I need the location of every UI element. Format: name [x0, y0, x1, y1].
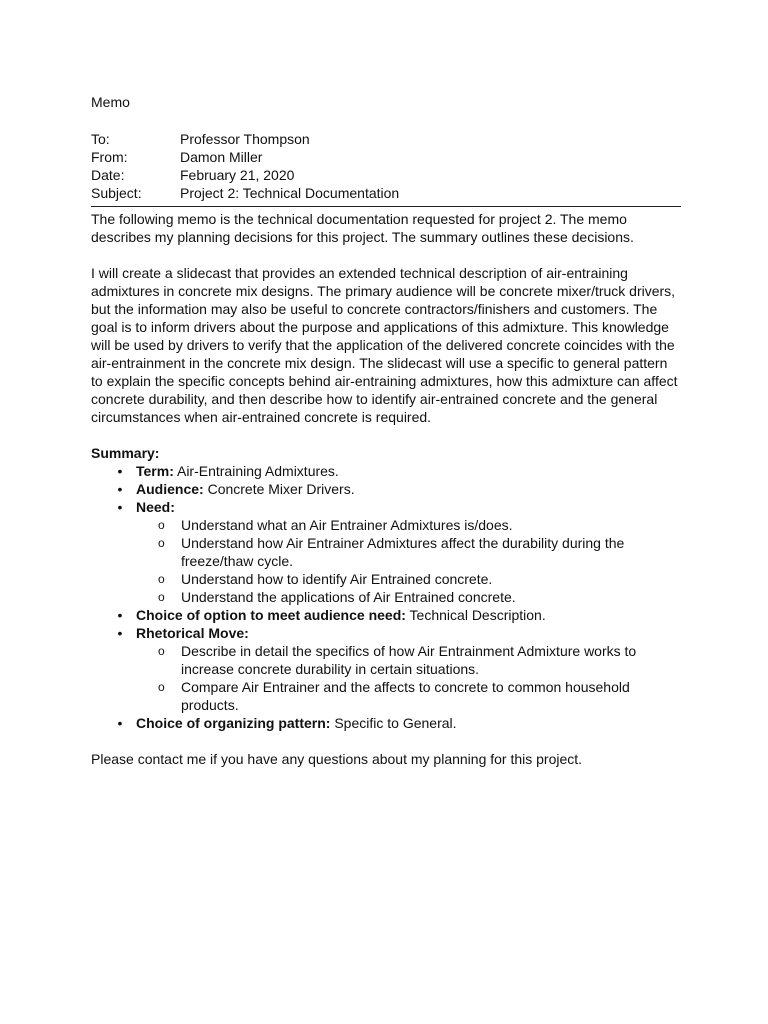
sub-item — [136, 678, 681, 714]
header-label: To: — [91, 131, 110, 147]
sub-item-text: Understand how to identify Air Entrained concrete. — [181, 571, 493, 587]
header-row-from — [91, 148, 681, 166]
summary-item-text: Concrete Mixer Drivers. — [203, 481, 355, 497]
header-row-subject — [91, 184, 681, 202]
closing-paragraph: Please contact me if you have any questions about my planning for this project. — [91, 751, 583, 767]
summary-heading: Summary: — [91, 445, 160, 461]
sub-item-text: Understand how Air Entrainer Admixtures affect the durability during the freeze/thaw cycle. — [181, 535, 625, 569]
summary-item-rhetorical-move — [91, 624, 681, 714]
need-sublist — [136, 516, 681, 606]
sub-item-text: Understand what an Air Entrainer Admixtures is/does. — [181, 517, 513, 533]
sub-item — [136, 588, 681, 606]
circle-bullet-icon: o — [158, 680, 165, 694]
rhetorical-sublist — [136, 642, 681, 714]
intro-paragraph: The following memo is the technical documentation requested for project 2. The memo describes my planning decisions for this project. The summary outlines these decisions. — [91, 211, 634, 245]
circle-bullet-icon: o — [158, 536, 165, 550]
header-value: Professor Thompson — [180, 131, 310, 147]
sub-item-text: Compare Air Entrainer and the affects to concrete to common household products. — [181, 679, 630, 713]
header-label: Subject: — [91, 185, 142, 201]
sub-item-text: Describe in detail the specifics of how Air Entrainment Admixture works to increase concrete durability in certain situations. — [181, 643, 637, 677]
sub-item — [136, 570, 681, 588]
circle-bullet-icon: o — [158, 590, 165, 604]
summary-item-label: Audience: — [136, 481, 204, 497]
summary-item-organizing-pattern — [91, 714, 681, 732]
sub-item — [136, 516, 681, 534]
summary-item-text: Specific to General. — [330, 715, 457, 731]
circle-bullet-icon: o — [158, 572, 165, 586]
memo-header — [91, 130, 681, 202]
summary-item-term — [91, 462, 681, 480]
summary-item-label: Term: — [136, 463, 174, 479]
header-value: February 21, 2020 — [180, 167, 295, 183]
memo-title: Memo — [91, 94, 130, 110]
bullet-icon: • — [117, 481, 123, 497]
summary-item-label: Choice of option to meet audience need: — [136, 607, 406, 623]
bullet-icon: • — [117, 499, 123, 515]
summary-item-need — [91, 498, 681, 606]
header-value: Damon Miller — [180, 149, 263, 165]
circle-bullet-icon: o — [158, 644, 165, 658]
header-divider — [91, 206, 681, 207]
bullet-icon: • — [117, 463, 123, 479]
bullet-icon: • — [117, 625, 123, 641]
header-value: Project 2: Technical Documentation — [180, 185, 400, 201]
header-row-to — [91, 130, 681, 148]
summary-item-audience — [91, 480, 681, 498]
summary-item-label: Rhetorical Move: — [136, 625, 249, 641]
sub-item — [136, 642, 681, 678]
summary-item-label: Choice of organizing pattern: — [136, 715, 331, 731]
header-row-date — [91, 166, 681, 184]
summary-item-text: Technical Description. — [405, 607, 546, 623]
sub-item — [136, 534, 681, 570]
body-paragraph: I will create a slidecast that provides an extended technical description of air-entraining admixtures in concrete mix designs. The primary audience will be concrete mixer/truck drivers, but the information may also be useful to concrete contractors/finishers and customers. The goal is to inform drivers about the purpose and applications of this admixture. This knowledge will be used by drivers to verify that the application of the delivered concrete coincides with the air-entrainment in the concrete mix design. The slidecast will use a specific to general pattern to explain the specific concepts behind air-entraining admixtures, how this admixture can affect concrete durability, and then describe how to identify air-entrained concrete and the general circumstances when air-entrained concrete is required. — [91, 265, 678, 425]
summary-item-option — [91, 606, 681, 624]
header-label: Date: — [91, 167, 125, 183]
memo-document — [91, 93, 681, 768]
summary-item-text: Air-Entraining Admixtures. — [173, 463, 339, 479]
bullet-icon: • — [117, 607, 123, 623]
circle-bullet-icon: o — [158, 518, 165, 532]
sub-item-text: Understand the applications of Air Entrained concrete. — [181, 589, 516, 605]
summary-item-label: Need: — [136, 499, 175, 515]
summary-list — [91, 462, 681, 732]
header-label: From: — [91, 149, 128, 165]
bullet-icon: • — [117, 715, 123, 731]
